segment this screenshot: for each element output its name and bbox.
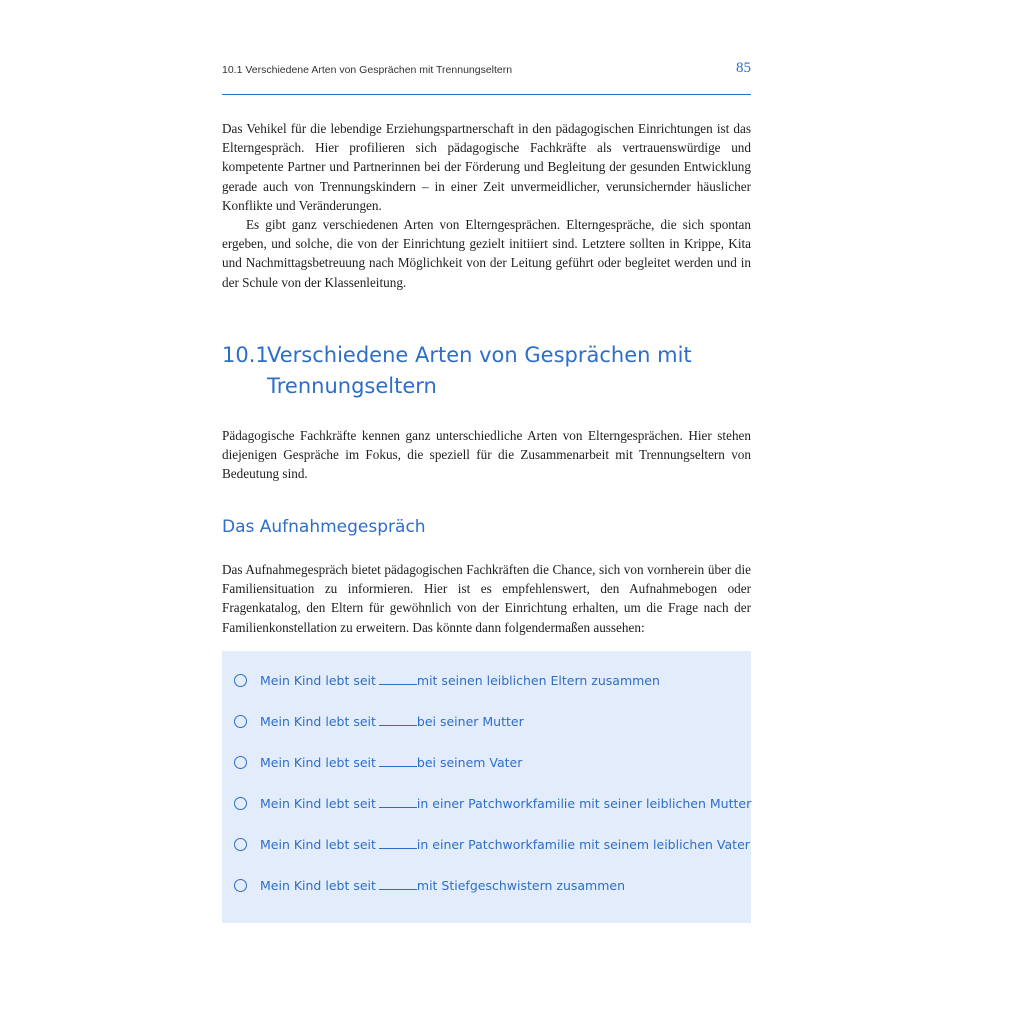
checklist-item-label: bei seiner Mutter xyxy=(416,714,524,729)
book-page xyxy=(222,0,751,1024)
checklist-item-text xyxy=(260,753,522,773)
section-title-line-2: Trennungseltern xyxy=(267,374,437,398)
checklist-item xyxy=(222,712,751,753)
page-number: 85 xyxy=(736,60,751,76)
intro-text xyxy=(222,119,751,292)
checklist-item xyxy=(222,876,751,917)
intro-paragraph-1: Das Vehikel für die lebendige Erziehungspartnerschaft in den pädagogischen Einrichtungen ist das Elterngespräch. Hier profilieren sich pädagogische Fachkräfte als vertrauenswürdige und kompetente Partner und Partnerinnen bei der Förderung und Begleitung der gesunden Entwicklung gerade auch von Trennungskindern – in einer Zeit unvermeidlicher, verunsichernder häuslicher Konflikte und Veränderungen. xyxy=(222,121,751,213)
checklist-item xyxy=(222,794,751,835)
section-number: 10.1 xyxy=(222,343,269,367)
checklist-item-prefix: Mein Kind lebt seit xyxy=(260,673,376,688)
fill-in-blank xyxy=(379,835,417,849)
section-heading xyxy=(222,340,751,402)
section-title-line-1: Verschiedene Arten von Gesprächen mit xyxy=(267,343,692,367)
checklist-item xyxy=(222,671,751,712)
checklist-item-prefix: Mein Kind lebt seit xyxy=(260,714,376,729)
radio-circle-icon[interactable] xyxy=(234,797,247,810)
checklist-item-prefix: Mein Kind lebt seit xyxy=(260,878,376,893)
radio-circle-icon[interactable] xyxy=(234,674,247,687)
fill-in-blank xyxy=(379,794,417,808)
radio-circle-icon[interactable] xyxy=(234,838,247,851)
running-title: 10.1 Verschiedene Arten von Gesprächen mit Trennungseltern xyxy=(222,64,513,76)
radio-circle-icon[interactable] xyxy=(234,756,247,769)
running-header xyxy=(222,62,751,82)
checklist-item-prefix: Mein Kind lebt seit xyxy=(260,755,376,770)
header-rule xyxy=(222,94,751,95)
fill-in-blank xyxy=(379,671,417,685)
checklist-item-label: bei seinem Vater xyxy=(416,755,523,770)
radio-circle-icon[interactable] xyxy=(234,715,247,728)
checklist-item-label: in einer Patchworkfamilie mit seinem leiblichen Vater xyxy=(416,837,750,852)
checklist-item-prefix: Mein Kind lebt seit xyxy=(260,796,376,811)
section-intro: Pädagogische Fachkräfte kennen ganz unterschiedliche Arten von Elterngesprächen. Hier stehen diejenigen Gespräche im Fokus, die speziell für die Zusammenarbeit mit Trennungseltern von Bedeutung sind. xyxy=(222,428,751,482)
checklist-item-text xyxy=(260,794,751,814)
subsection-intro: Das Aufnahmegespräch bietet pädagogischen Fachkräften die Chance, sich von vornherein über die Familiensituation zu informieren. Hier ist es empfehlenswert, den Aufnahmebogen oder Fragenkatalog, den Eltern für gewöhnlich von der Einrichtung erhalten, um die Frage nach der Familienkonstellation zu erweitern. Das könnte dann folgendermaßen aussehen: xyxy=(222,562,751,635)
intro-paragraph-2: Es gibt ganz verschiedenen Arten von Elterngesprächen. Elterngespräche, die sich spontan ergeben, und solche, die von der Einrichtung gezielt initiiert sind. Letztere sollten in Krippe, Kita und Nachmittagsbetreuung nach Möglichkeit von der Leitung geführt oder begleitet werden und in der Schule von der Klassenleitung. xyxy=(222,217,751,290)
checklist-item xyxy=(222,835,751,876)
checklist-item-text xyxy=(260,671,660,691)
fill-in-blank xyxy=(379,753,417,767)
checklist-item xyxy=(222,753,751,794)
fill-in-blank xyxy=(379,712,417,726)
radio-circle-icon[interactable] xyxy=(234,879,247,892)
checklist-item-text xyxy=(260,835,750,855)
checklist-item-prefix: Mein Kind lebt seit xyxy=(260,837,376,852)
checklist-item-label: mit seinen leiblichen Eltern zusammen xyxy=(416,673,660,688)
family-situation-checklist xyxy=(222,651,751,923)
checklist-item-label: in einer Patchworkfamilie mit seiner leiblichen Mutter xyxy=(416,796,752,811)
fill-in-blank xyxy=(379,876,417,890)
checklist-item-text xyxy=(260,712,524,732)
checklist-item-label: mit Stiefgeschwistern zusammen xyxy=(416,878,625,893)
checklist-item-text xyxy=(260,876,625,896)
subsection-heading: Das Aufnahmegespräch xyxy=(222,517,426,537)
